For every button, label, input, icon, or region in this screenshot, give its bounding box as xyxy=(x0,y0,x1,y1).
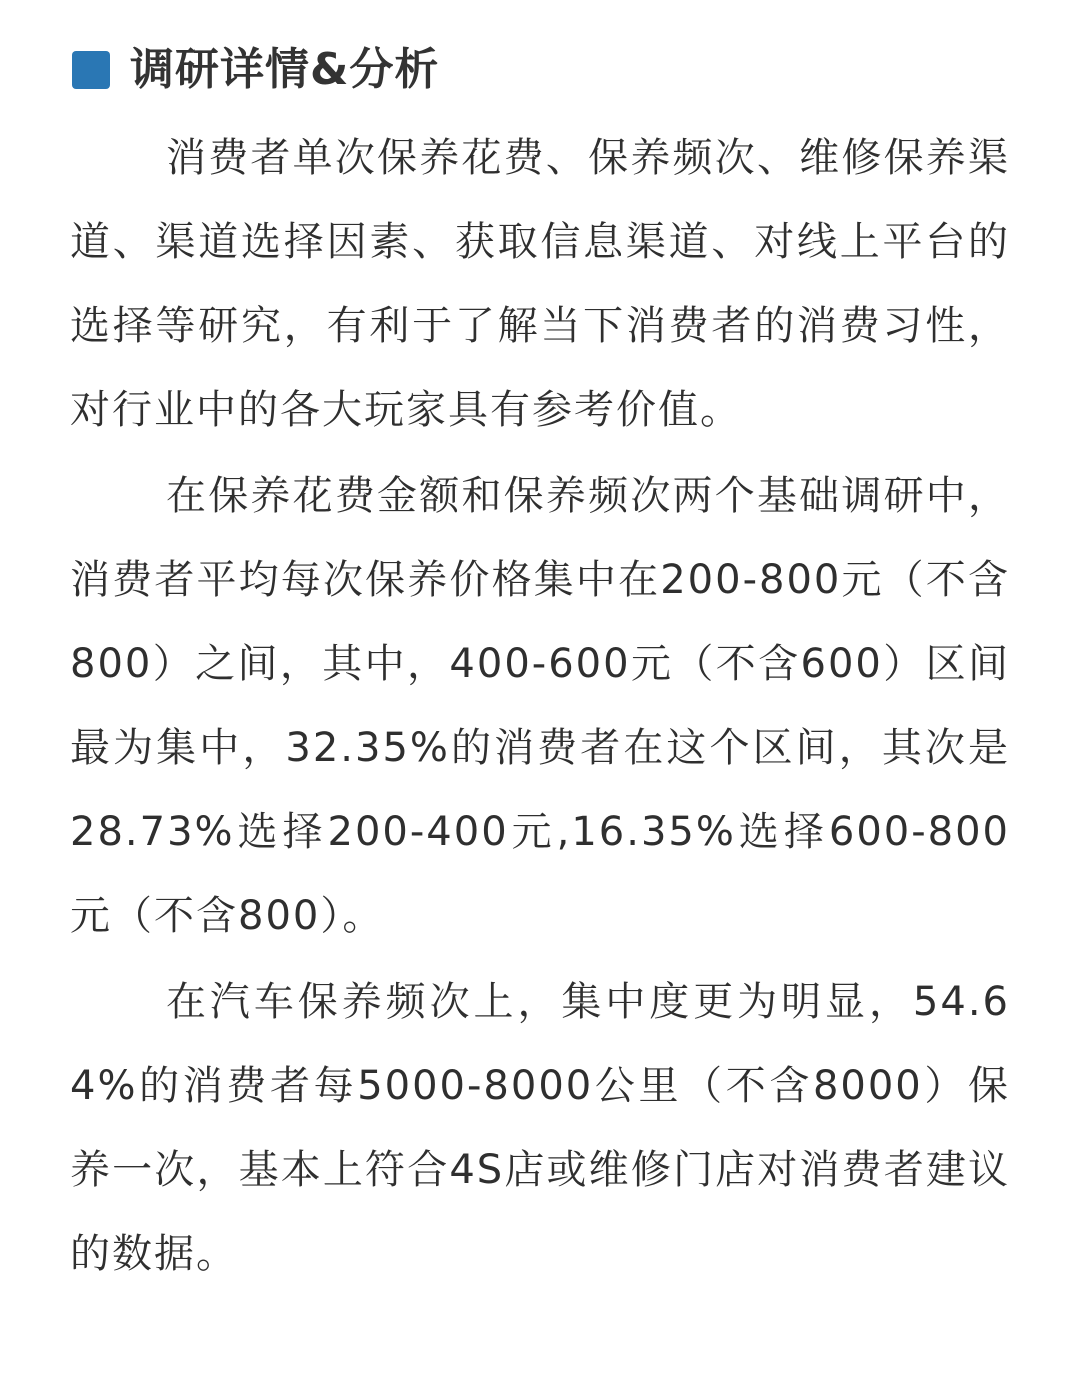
paragraph-spending: 在保养花费金额和保养频次两个基础调研中，消费者平均每次保养价格集中在200-800元（不含800）之间，其中，400-600元（不含600）区间最为集中，32.35%的消费者在这个区间，其次是28.73%选择200-400元,16.35%选择600-800元（不含800）。 xyxy=(70,473,1010,939)
section-heading xyxy=(72,38,439,102)
section-title: 调研详情&分析 xyxy=(130,44,440,95)
article-body xyxy=(70,116,1010,1298)
paragraph-intro: 消费者单次保养花费、保养频次、维修保养渠道、渠道选择因素、获取信息渠道、对线上平台的选择等研究，有利于了解当下消费者的消费习性，对行业中的各大玩家具有参考价值。 xyxy=(70,135,1010,433)
square-bullet-icon xyxy=(72,51,110,89)
paragraph-frequency: 在汽车保养频次上，集中度更为明显，54.64%的消费者每5000-8000公里（不含8000）保养一次，基本上符合4S店或维修门店对消费者建议的数据。 xyxy=(70,979,1010,1277)
